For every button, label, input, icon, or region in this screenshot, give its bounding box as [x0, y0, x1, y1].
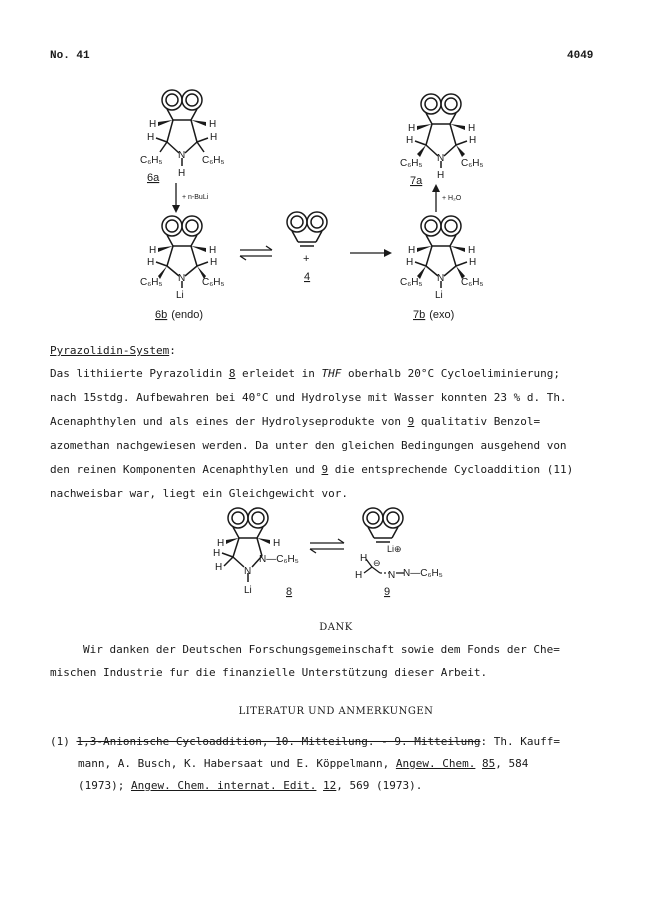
atom-label-h: H: [273, 538, 281, 549]
section-heading-text: Pyrazolidin-System: [50, 344, 170, 357]
atom-label-h: H: [213, 548, 221, 559]
reference-text: mann, A. Busch, K. Habersaat und E. Köppelmann,: [78, 757, 396, 770]
page-number: 4049: [567, 50, 594, 62]
atom-label-h: H: [147, 132, 155, 143]
page-journal-number: No. 41: [50, 50, 90, 62]
text-run: erleidet in: [235, 367, 322, 380]
atom-label-n: N: [178, 273, 186, 284]
reaction-scheme-1: [0, 70, 672, 330]
atom-label-h: H: [408, 245, 416, 256]
section-heading-colon: :: [169, 344, 176, 357]
atom-label-h: H: [469, 135, 477, 146]
journal-name: Angew. Chem. internat. Edit.: [130, 779, 317, 792]
reaction-arrow-down: [172, 205, 180, 213]
compound-number-6b: 6b: [155, 309, 168, 321]
section-heading: [50, 339, 176, 363]
atom-label-n: N: [244, 566, 252, 577]
paragraph-line: [50, 362, 573, 386]
atom-label-h: H: [178, 168, 186, 179]
atom-label-h: H: [147, 257, 155, 268]
substituent-phenyl: C₆H₅: [461, 158, 484, 169]
atom-label-h: H: [437, 170, 445, 181]
text-run: nach 15stdg. Aufbewahren bei 40°C und Hydrolyse mit Wasser konnten 23 % d. Th.: [50, 391, 567, 404]
atom-label-h: H: [210, 132, 218, 143]
compound-label-6a: 6a: [147, 172, 160, 184]
journal-name: Angew. Chem.: [395, 757, 476, 770]
text-run: Das lithiierte Pyrazolidin: [50, 367, 229, 380]
negative-charge: ⊖: [373, 558, 381, 568]
compound-number-7b: 7b: [413, 309, 426, 321]
compound-label-4: 4: [304, 271, 311, 283]
substituent-phenyl: C₆H₅: [461, 277, 484, 288]
reference-text: , 584: [495, 757, 529, 770]
atom-label-n: N: [178, 150, 186, 161]
compound-ref-9: 9: [407, 415, 415, 428]
substituent-phenyl: C₆H₅: [400, 277, 423, 288]
atom-label-h: H: [468, 245, 476, 256]
n-phenyl-group: N—C₆H₅: [403, 568, 443, 579]
atom-label-h: H: [149, 119, 157, 130]
atom-label-h: H: [469, 257, 477, 268]
paragraph-line: [50, 386, 573, 410]
paragraph-line: [50, 434, 573, 458]
lithium-cation: Li⊕: [387, 544, 402, 554]
atom-label-h: H: [406, 257, 414, 268]
atom-label-h: H: [209, 245, 217, 256]
solvent-thf: THF: [321, 367, 342, 380]
reaction-arrow-up: [432, 184, 440, 192]
atom-label-li: Li: [435, 290, 443, 301]
journal-volume: 85: [482, 757, 496, 770]
journal-volume: 12: [323, 779, 337, 792]
atom-label-h: H: [149, 245, 157, 256]
reagent-water: + H₂O: [442, 195, 462, 202]
compound-4-structure: [287, 212, 327, 246]
atom-label-n: N: [437, 153, 445, 164]
text-run: den reinen Komponenten Acenaphthylen und: [50, 463, 322, 476]
text-run: die entsprechende Cycloaddition (11): [328, 463, 574, 476]
reference-text: , 569 (1973).: [336, 779, 423, 792]
acknowledgement-title: DANK: [319, 622, 353, 633]
atom-label-h: H: [406, 135, 414, 146]
acknowledgement-line: Wir danken der Deutschen Forschungsgemeinschaft sowie dem Fonds der Che=: [83, 643, 560, 656]
compound-9-structure: [363, 508, 404, 573]
acknowledgement-line: mischen Industrie fur die finanzielle Unterstützung dieser Arbeit.: [50, 666, 488, 679]
reference-text: (1973);: [78, 779, 131, 792]
atom-label-h: H: [217, 538, 225, 549]
atom-label-h: H: [468, 123, 476, 134]
atom-label-n: N: [388, 570, 396, 581]
reference-1-line-3: [78, 774, 422, 798]
substituent-phenyl: C₆H₅: [140, 155, 163, 166]
body-paragraph: [50, 362, 573, 506]
literature-title: LITERATUR UND ANMERKUNGEN: [238, 706, 434, 717]
atom-label-h: H: [209, 119, 217, 130]
atom-label-h: H: [210, 257, 218, 268]
reaction-scheme-2: [0, 500, 672, 605]
compound-ref-8: 8: [228, 367, 236, 380]
text-run: nachweisbar war, liegt ein Gleichgewicht vor.: [50, 487, 349, 500]
atom-label-li: Li: [244, 585, 252, 596]
paragraph-line: [50, 458, 573, 482]
substituent-phenyl: C₆H₅: [400, 158, 423, 169]
compound-label-7b: [413, 309, 454, 321]
reference-text: : Th. Kauff=: [480, 735, 560, 748]
text-run: azomethan nachgewiesen werden. Da unter den gleichen Bedingungen ausgehend von: [50, 439, 567, 452]
equilibrium-arrows: [240, 246, 272, 260]
substituent-phenyl: C₆H₅: [202, 155, 225, 166]
compound-label-7a: 7a: [410, 175, 423, 187]
atom-label-li: Li: [176, 290, 184, 301]
compound-label-8: 8: [286, 586, 293, 598]
substituent-phenyl: C₆H₅: [202, 277, 225, 288]
reference-1-line-2: [78, 752, 528, 776]
compound-label-6b: [155, 309, 203, 321]
substituent-phenyl: C₆H₅: [140, 277, 163, 288]
atom-label-h: H: [215, 562, 223, 573]
reference-number: (1): [50, 735, 70, 748]
equilibrium-arrows: [310, 539, 344, 553]
n-phenyl-group: N—C₆H₅: [259, 554, 299, 565]
struck-text: 1,3-Anionische Cycloaddition, 10. Mitteilung. - 9. Mitteilung: [76, 735, 481, 748]
plus-sign: +: [303, 253, 310, 265]
reference-1-line-1: [50, 730, 560, 754]
compound-tag-endo: (endo): [171, 309, 204, 321]
text-run: Acenaphthylen und als eines der Hydrolyseprodukte von: [50, 415, 408, 428]
text-run: oberhalb 20°C Cycloeliminierung;: [341, 367, 560, 380]
text-run: qualitativ Benzol=: [414, 415, 541, 428]
compound-tag-exo: (exo): [429, 309, 455, 321]
atom-label-h: H: [408, 123, 416, 134]
paragraph-line: [50, 410, 573, 434]
compound-label-9: 9: [384, 586, 391, 598]
compound-ref-9: 9: [321, 463, 329, 476]
atom-label-h: H: [360, 553, 368, 564]
reagent-nbuli: + n-BuLi: [182, 194, 209, 201]
atom-label-n: N: [437, 273, 445, 284]
atom-label-h: H: [355, 570, 363, 581]
